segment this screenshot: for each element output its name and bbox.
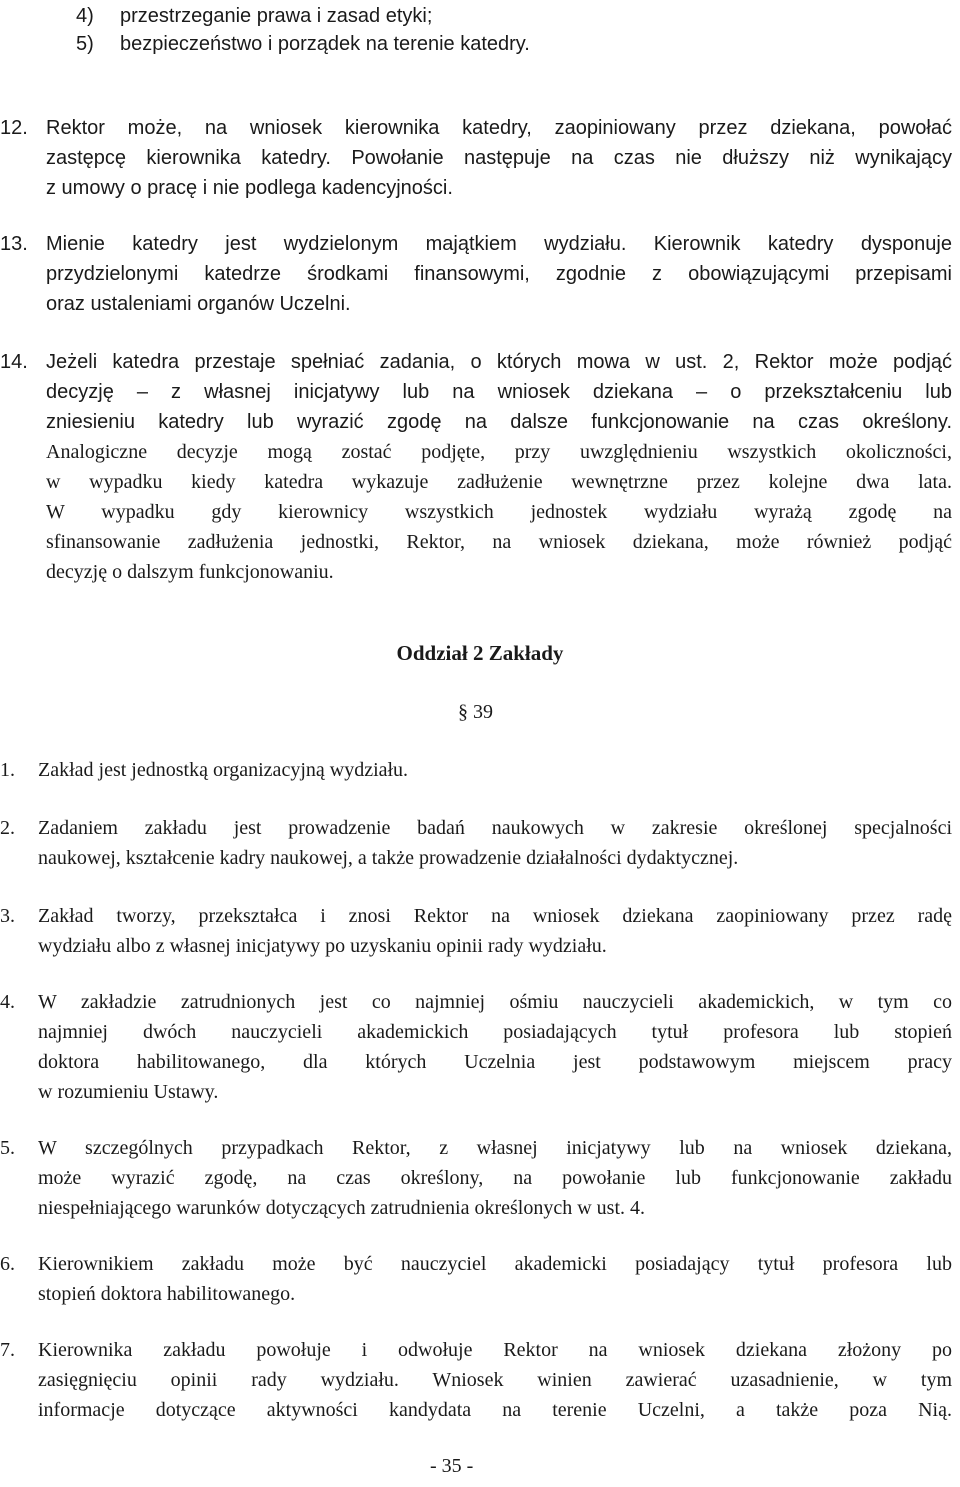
paragraph-line: z umowy o pracę i nie podlega kadencyjności. (46, 177, 453, 199)
list-item-text: bezpieczeństwo i porządek na terenie katedry. (120, 33, 530, 55)
item-line: wydziału albo z własnej inicjatywy po uzyskaniu opinii rady wydziału. (38, 935, 607, 957)
item-line: może wyrazić zgodę, na czas określony, na powołanie lub funkcjonowanie zakładu (38, 1167, 952, 1189)
paragraph-line: zniesieniu katedry lub wyrazić zgodę na dalsze funkcjonowanie na czas określony. (46, 411, 952, 433)
paragraph-line: decyzję o dalszym funkcjonowaniu. (46, 561, 334, 583)
paragraph-line: w wypadku kiedy katedra wykazuje zadłużenie wewnętrzne przez kolejne dwa lata. (46, 471, 952, 493)
list-item-number: 4) (76, 5, 94, 27)
item-number: 4. (0, 991, 15, 1013)
paragraph-line: Rektor może, na wniosek kierownika katedry, zaopiniowany przez dziekana, powołać (46, 117, 952, 139)
section-mark: § 39 (458, 701, 493, 723)
paragraph-number: 12. (0, 117, 28, 139)
paragraph-line: oraz ustaleniami organów Uczelni. (46, 293, 351, 315)
item-line: naukowej, kształcenie kadry naukowej, a także prowadzenie działalności dydaktycznej. (38, 847, 739, 869)
item-line: Zakład tworzy, przekształca i znosi Rektor na wniosek dziekana zaopiniowany przez radę (38, 905, 952, 927)
item-line: stopień doktora habilitowanego. (38, 1283, 296, 1305)
item-line: Kierownikiem zakładu może być nauczyciel akademicki posiadający tytuł profesora lub (38, 1253, 952, 1275)
paragraph-number: 13. (0, 233, 28, 255)
paragraph-number: 14. (0, 351, 28, 373)
item-line: w rozumieniu Ustawy. (38, 1081, 219, 1103)
section-heading: Oddział 2 Zakłady (396, 641, 564, 665)
paragraph-line: Analogiczne decyzje mogą zostać podjęte, przy uwzględnieniu wszystkich okoliczności, (46, 441, 952, 463)
paragraph-line: przydzielonymi katedrze środkami finansowymi, zgodnie z obowiązującymi przepisami (46, 263, 952, 285)
item-line: Zakład jest jednostką organizacyjną wydziału. (38, 759, 409, 781)
list-item-number: 5) (76, 33, 94, 55)
item-line: Kierownika zakładu powołuje i odwołuje Rektor na wniosek dziekana złożony po (38, 1339, 952, 1361)
paragraph-line: decyzję – z własnej inicjatywy lub na wniosek dziekana – o przekształceniu lub (46, 381, 952, 403)
item-line: Zadaniem zakładu jest prowadzenie badań naukowych w zakresie określonej specjalności (38, 817, 952, 839)
item-number: 7. (0, 1339, 15, 1361)
list-item-text: przestrzeganie prawa i zasad etyki; (120, 5, 433, 27)
item-line: W szczególnych przypadkach Rektor, z własnej inicjatywy lub na wniosek dziekana, (38, 1137, 952, 1159)
item-line: W zakładzie zatrudnionych jest co najmniej ośmiu nauczycieli akademickich, w tym co (38, 991, 952, 1013)
item-line: zasięgnięciu opinii rady wydziału. Wniosek winien zawierać uzasadnienie, w tym (38, 1369, 952, 1391)
page-number: - 35 - (430, 1455, 474, 1477)
item-number: 6. (0, 1253, 15, 1275)
item-number: 2. (0, 817, 15, 839)
paragraph-line: Jeżeli katedra przestaje spełniać zadania, o których mowa w ust. 2, Rektor może podjąć (46, 351, 952, 373)
paragraph-line: Mienie katedry jest wydzielonym majątkiem wydziału. Kierownik katedry dysponuje (46, 233, 952, 255)
item-number: 3. (0, 905, 15, 927)
paragraph-line: W wypadku gdy kierownicy wszystkich jednostek wydziału wyrażą zgodę na (46, 501, 952, 523)
item-line: doktora habilitowanego, dla których Uczelnia jest podstawowym miejscem pracy (38, 1051, 952, 1073)
item-line: niespełniającego warunków dotyczących zatrudnienia określonych w ust. 4. (38, 1197, 646, 1219)
item-line: informacje dotyczące aktywności kandydata na terenie Uczelni, a także poza Nią. (38, 1399, 952, 1421)
item-number: 5. (0, 1137, 15, 1159)
item-number: 1. (0, 759, 15, 781)
paragraph-line: zastępcę kierownika katedry. Powołanie następuje na czas nie dłuższy niż wynikający (46, 147, 952, 169)
item-line: najmniej dwóch nauczycieli akademickich posiadających tytuł profesora lub stopień (38, 1021, 952, 1043)
paragraph-line: sfinansowanie zadłużenia jednostki, Rektor, na wniosek dziekana, może również podjąć (46, 531, 952, 553)
